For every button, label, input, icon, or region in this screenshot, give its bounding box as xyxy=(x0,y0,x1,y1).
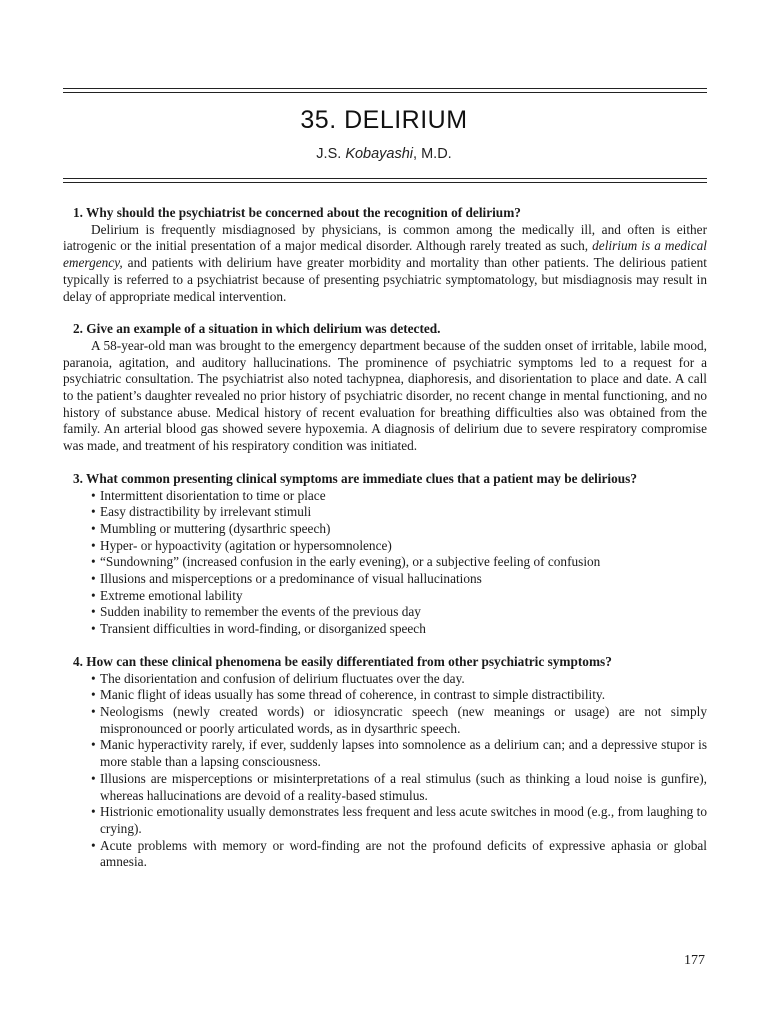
question-4-section xyxy=(63,654,707,871)
differentiation-list xyxy=(63,671,707,871)
author-degree: , M.D. xyxy=(413,146,452,162)
answer-1-emphasis: delirium is a medical emergency, xyxy=(63,238,707,271)
question-1-section xyxy=(63,205,707,305)
answer-2-paragraph: A 58-year-old man was brought to the emergency department because of the sudden onset of irritable, labile mood, paranoia, agitation, and auditory hallucinations. The prominence of psychiatric symptoms led to a request for a psychiatric consultation. The psychiatrist also noted tachypnea, diaphoresis, and disorientation to place and date. A call to the patient’s daughter revealed no prior history of psychiatric disorder, no recent change in mental functioning, and no history of substance abuse. Medical history of recent evaluation for breathing difficulties also was obtained from the family. An arterial blood gas showed severe hypoxemia. A diagnosis of delirium due to severe respiratory compromise was made, and treatment of his respiratory condition was initiated. xyxy=(63,337,707,454)
author-initials: J.S. xyxy=(316,146,342,162)
page-content xyxy=(63,205,707,887)
question-4-heading: 4. How can these clinical phenomena be easily differentiated from other psychiatric symptoms? xyxy=(73,653,612,669)
list-item: • Easy distractibility by irrelevant stimuli xyxy=(91,504,707,521)
list-item: • Manic flight of ideas usually has some thread of coherence, in contrast to simple distractibility. xyxy=(91,687,707,704)
question-3-heading: 3. What common presenting clinical symptoms are immediate clues that a patient may be delirious? xyxy=(73,470,637,486)
author-surname: Kobayashi xyxy=(345,146,414,162)
list-item: • The disorientation and confusion of delirium fluctuates over the day. xyxy=(91,671,707,688)
list-item: • Hyper- or hypoactivity (agitation or hypersomnolence) xyxy=(91,538,707,555)
list-item: • Intermittent disorientation to time or place xyxy=(91,488,707,505)
list-item: • Sudden inability to remember the events of the previous day xyxy=(91,604,707,621)
list-item: • Mumbling or muttering (dysarthric speech) xyxy=(91,521,707,538)
list-item: • Illusions are misperceptions or misinterpretations of a real stimulus (such as thinking a loud noise is gunfire), whereas hallucinations are devoid of a reality-based stimulus. xyxy=(91,771,707,804)
author-line xyxy=(0,146,768,162)
question-2-section xyxy=(63,321,707,455)
answer-1-text-end: and patients with delirium have greater morbidity and mortality than other patients. The delirious patient typically is referred to a psychiatrist because of presenting psychiatric symptomatology, but misdiagnosis may result in delay of appropriate medical intervention. xyxy=(63,255,707,304)
symptom-list xyxy=(63,488,707,638)
list-item: • Acute problems with memory or word-finding are not the profound deficits of expressive aphasia or global amnesia. xyxy=(91,838,707,871)
list-item: • Manic hyperactivity rarely, if ever, suddenly lapses into somnolence as a delirium can; and a depressive stupor is more stable than a lapsing consciousness. xyxy=(91,737,707,770)
answer-1-text-start: Delirium is frequently misdiagnosed by physicians, is common among the medically ill, and often is either iatrogenic or the initial presentation of a major medical disorder. Although rarely treated as such, xyxy=(63,221,707,254)
list-item: • Histrionic emotionality usually demonstrates less frequent and less acute switches in mood (e.g., from laughing to crying). xyxy=(91,804,707,837)
list-item: • “Sundowning” (increased confusion in the early evening), or a subjective feeling of confusion xyxy=(91,554,707,571)
list-item: • Transient difficulties in word-finding, or disorganized speech xyxy=(91,621,707,638)
question-2-heading: 2. Give an example of a situation in which delirium was detected. xyxy=(73,321,441,337)
chapter-title: 35. DELIRIUM xyxy=(300,106,468,134)
header-rule-bottom-2 xyxy=(63,182,707,183)
question-1-heading: 1. Why should the psychiatrist be concerned about the recognition of delirium? xyxy=(73,205,521,220)
answer-1-paragraph xyxy=(63,222,707,306)
header-rule-top-1 xyxy=(63,88,707,89)
page-number: 177 xyxy=(684,953,705,968)
header-rule-top-2 xyxy=(63,92,707,93)
list-item: • Extreme emotional lability xyxy=(91,588,707,605)
question-3-section xyxy=(63,471,707,638)
list-item: • Illusions and misperceptions or a predominance of visual hallucinations xyxy=(91,571,707,588)
list-item: • Neologisms (newly created words) or idiosyncratic speech (new meanings or usage) are not simply mispronounced or poorly articulated words, as in dysarthric speech. xyxy=(91,704,707,737)
header-rule-bottom-1 xyxy=(63,178,707,179)
